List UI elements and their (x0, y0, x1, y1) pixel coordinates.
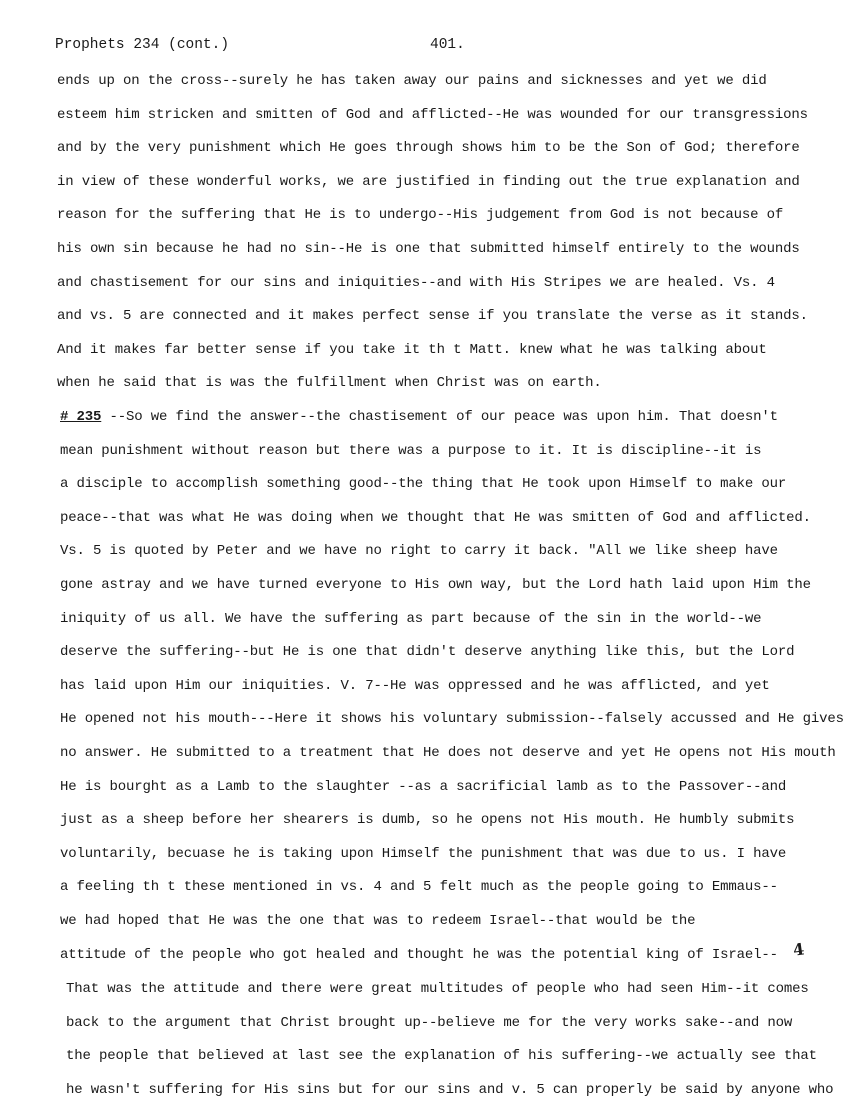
page-number: 401. (430, 37, 465, 53)
text-line: He is bourght as a Lamb to the slaughter --as a sacrificial lamb as to the Passover--and (60, 778, 787, 795)
text-line: And it makes far better sense if you take it th t Matt. knew what he was talking about (57, 341, 767, 358)
text-line: back to the argument that Christ brought up--believe me for the very works sake--and now (66, 1014, 793, 1031)
text-line: a feeling th t these mentioned in vs. 4 and 5 felt much as the people going to Emmaus-- (60, 879, 778, 896)
text-line: and by the very punishment which He goes through shows him to be the Son of God; therefore (57, 140, 800, 157)
text-line: he wasn't suffering for His sins but for our sins and v. 5 can properly be said by anyone who (66, 1081, 834, 1098)
text-line: gone astray and we have turned everyone to His own way, but the Lord hath laid upon Him the (60, 576, 811, 593)
text-line: and vs. 5 are connected and it makes perfect sense if you translate the verse as it stands. (57, 308, 808, 325)
text-line (60, 406, 850, 440)
text-line: just as a sheep before her shearers is dumb, so he opens not His mouth. He humbly submits (60, 812, 795, 829)
text-line: voluntarily, becuase he is taking upon Himself the punishment that was due to us. I have (60, 845, 787, 862)
paragraph-number: # 235 (60, 409, 102, 425)
text-line: and chastisement for our sins and iniquities--and with His Stripes we are healed. Vs. 4 (57, 274, 775, 291)
text-line: has laid upon Him our iniquities. V. 7--He was oppressed and he was afflicted, and yet (60, 677, 770, 694)
paragraph-continued (57, 70, 847, 406)
page-header-title: Prophets 234 (cont.) (55, 37, 230, 53)
text-line: a disciple to accomplish something good--the thing that He took upon Himself to make our (60, 476, 787, 493)
text-line-rest: --So we find the answer--the chastisement of our peace was upon him. That doesn't (101, 409, 778, 425)
text-line: in view of these wonderful works, we are justified in finding out the true explanation and (57, 173, 800, 190)
text-line: no answer. He submitted to a treatment that He does not deserve and yet He opens not His mouth (60, 744, 836, 761)
text-line: Vs. 5 is quoted by Peter and we have no right to carry it back. "All we like sheep have (60, 543, 778, 560)
text-line: the people that believed at last see the explanation of his suffering--we actually see that (66, 1048, 817, 1065)
text-line: we had hoped that He was the one that was to redeem Israel--that would be the (60, 912, 696, 929)
text-line: his own sin because he had no sin--He is one that submitted himself entirely to the wounds (57, 240, 800, 257)
text-line: He opened not his mouth---Here it shows his voluntary submission--falsely accussed and He gives (60, 711, 844, 728)
text-line: That was the attitude and there were great multitudes of people who had seen Him--it comes (66, 981, 809, 997)
text-line: peace--that was what He was doing when we thought that He was smitten of God and afflicted. (60, 509, 811, 526)
text-line: mean punishment without reason but there was a purpose to it. It is discipline--it is (60, 442, 762, 459)
text-line: iniquity of us all. We have the suffering as part because of the sin in the world--we (60, 610, 762, 627)
text-line: reason for the suffering that He is to undergo--His judgement from God is not because of (57, 207, 784, 224)
text-line: deserve the suffering--but He is one that didn't deserve anything like this, but the Lord (60, 644, 795, 661)
text-line: ends up on the cross--surely he has taken away our pains and sicknesses and yet we did (57, 73, 767, 89)
text-line: esteem him stricken and smitten of God and afflicted--He was wounded for our transgressions (57, 106, 808, 123)
paragraph-235 (60, 406, 850, 977)
text-line: attitude of the people who got healed and thought he was the potential king of Israel-- (60, 946, 778, 963)
text-line: when he said that is was the fulfillment when Christ was on earth. (57, 375, 602, 392)
handwritten-margin-note: 4 (791, 939, 806, 960)
paragraph-continuation (66, 978, 846, 1112)
